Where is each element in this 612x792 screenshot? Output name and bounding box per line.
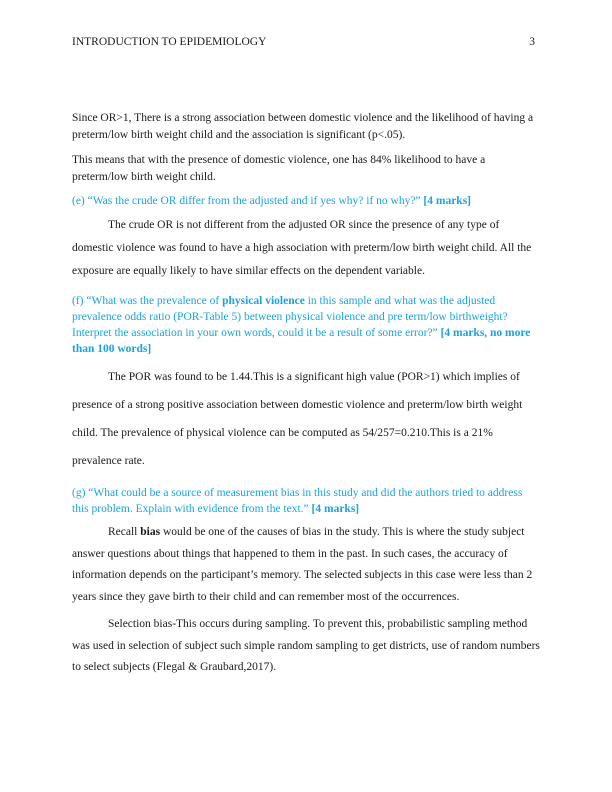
question-f-marks: [4 marks, no more than 100 words]	[72, 327, 531, 355]
question-f-text-before: (f) “What was the prevalence of	[72, 295, 223, 307]
question-g-text: (g) “What could be a source of measurement bias in this study and did the authors tried to address this problem. Explain with evidence from the text.”	[72, 487, 523, 515]
document-body	[72, 110, 540, 679]
answer-g-recall-before: Recall	[108, 526, 141, 538]
running-head: INTRODUCTION TO EPIDEMIOLOGY	[72, 36, 267, 48]
answer-g-recall-bold: bias	[140, 526, 161, 538]
question-e-text: (e) “Was the crude OR differ from the adjusted and if yes why? if no why?”	[72, 195, 424, 207]
question-e	[72, 193, 540, 209]
question-f-text-after: in this sample and what was the adjusted prevalence odds ratio (POR-Table 5) between physical violence and pre term/low birthweight? Interpret the association in your own words, could it be a result of some error?”	[72, 295, 508, 339]
answer-g-recall-after: would be one of the causes of bias in the study. This is where the study subject answer questions about things that happened to them in the past. In such cases, the accuracy of information depends on the participant’s memory. The selected subjects in this case were less than 2 years since they gave birth to their child and can remember most of the occurrences.	[72, 526, 533, 603]
answer-e: The crude OR is not different from the adjusted OR since the presence of any type of domestic violence was found to have a high association with preterm/low birth weight child. All the exposure are equally likely to have similar effects on the dependent variable.	[72, 219, 532, 277]
page-header	[72, 36, 540, 52]
question-g	[72, 485, 540, 517]
paragraph-likelihood: This means that with the presence of domestic violence, one has 84% likelihood to have a preterm/low birth weight child.	[72, 154, 486, 183]
answer-g-recall-bias	[72, 522, 540, 608]
question-f	[72, 293, 540, 357]
question-f-bold-term: physical violence	[222, 295, 305, 307]
answer-f: The POR was found to be 1.44.This is a significant high value (POR>1) which implies of presence of a strong positive association between domestic violence and preterm/low birth weight child. The prevalence of physical violence can be computed as 54/257=0.210.This is a 21% prevalence rate.	[72, 371, 523, 467]
question-e-marks: [4 marks]	[423, 195, 472, 207]
paragraph-or-interpretation: Since OR>1, There is a strong association between domestic violence and the likelihood of having a preterm/low birth weight child and the association is significant (p<.05).	[72, 112, 534, 141]
page-number: 3	[529, 36, 535, 48]
answer-g-selection-bias: Selection bias-This occurs during sampling. To prevent this, probabilistic sampling method was used in selection of subject such simple random sampling to get districts, use of random numbers to select subjects (Flegal & Graubard,2017).	[72, 618, 540, 673]
question-g-marks: [4 marks]	[311, 503, 360, 515]
